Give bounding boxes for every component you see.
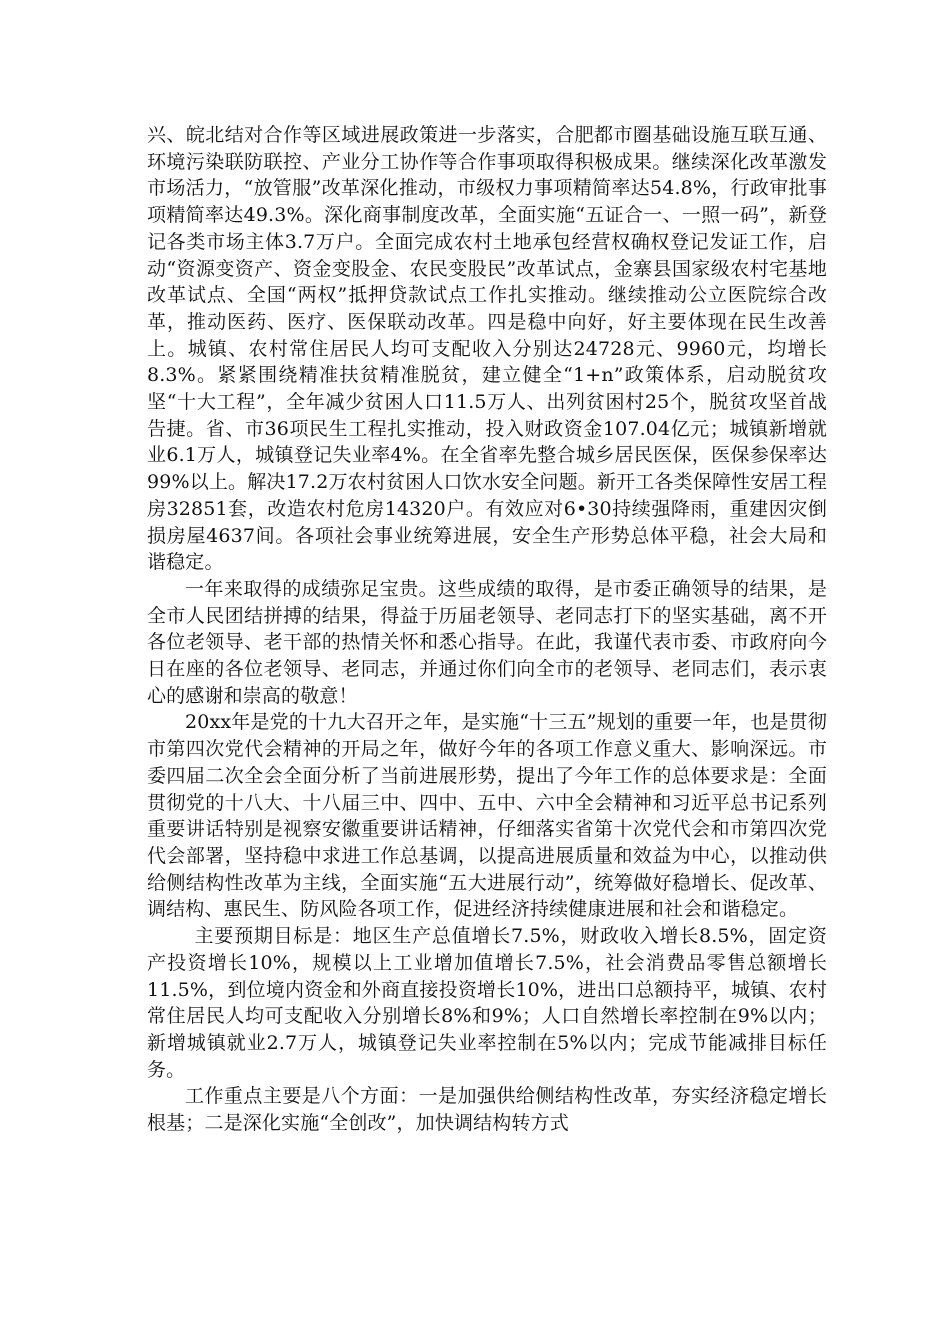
document-body — [147, 122, 827, 1137]
paragraph-annual-requirements: 20xx年是党的十九大召开之年，是实施“十三五”规划的重要一年，也是贯彻市第四次党代会精神的开局之年，做好今年的各项工作意义重大、影响深远。市委四届二次全会全面分析了当前进展形势，提出了今年工作的总体要求是：全面贯彻党的十八大、十八届三中、四中、五中、六中全会精神和习近平总书记系列重要讲话特别是视察安徽重要讲话精神，仔细落实省第十次党代会和市第四次党代会部署，坚持稳中求进工作总基调，以提高进展质量和效益为中心，以推动供给侧结构性改革为主线，全面实施“五大进展行动”，统筹做好稳增长、促改革、调结构、惠民生、防风险各项工作，促进经济持续健康进展和社会和谐稳定。 — [147, 711, 827, 921]
paragraph-work-priorities: 工作重点主要是八个方面：一是加强供给侧结构性改革，夯实经济稳定增长根基；二是深化实施“全创改”，加快调结构转方式 — [147, 1085, 827, 1135]
paragraph-expected-targets: 主要预期目标是：地区生产总值增长7.5%，财政收入增长8.5%，固定资产投资增长10%，规模以上工业增加值增长7.5%，社会消费品零售总额增长11.5%，到位境内资金和外商直接投资增长10%，进出口总额持平，城镇、农村常住居民人均可支配收入分别增长8%和9%；人口自然增长率控制在9%以内；新增城镇就业2.7万人，城镇登记失业率控制在5%以内；完成节能减排目标任务。 — [147, 925, 827, 1081]
paragraph-gratitude: 一年来取得的成绩弥足宝贵。这些成绩的取得，是市委正确领导的结果，是全市人民团结拼搏的结果，得益于历届老领导、老同志打下的坚实基础，离不开各位老领导、老干部的热情关怀和悉心指导。在此，我谨代表市委、市政府向今日在座的各位老领导、老同志，并通过你们向全市的老领导、老同志们，表示衷心的感谢和崇高的敬意！ — [147, 577, 827, 707]
paragraph-reform-results: 兴、皖北结对合作等区域进展政策进一步落实，合肥都市圈基础设施互联互通、环境污染联防联控、产业分工协作等合作事项取得积极成果。继续深化改革激发市场活力，“放管服”改革深化推动，市级权力事项精简率达54.8%，行政审批事项精简率达49.3%。深化商事制度改革，全面实施“五证合一、一照一码”，新登记各类市场主体3.7万户。全面完成农村土地承包经营权确权登记发证工作，启动“资源变资产、资金变股金、农民变股民”改革试点，金寨县国家级农村宅基地改革试点、全国“两权”抵押贷款试点工作扎实推动。继续推动公立医院综合改革，推动医药、医疗、医保联动改革。四是稳中向好，好主要体现在民生改善上。城镇、农村常住居民人均可支配收入分别达24728元、9960元，均增长8.3%。紧紧围绕精准扶贫精准脱贫，建立健全“1+n”政策体系，启动脱贫攻坚“十大工程”，全年减少贫困人口11.5万人、出列贫困村25个，脱贫攻坚首战告捷。省、市36项民生工程扎实推动，投入财政资金107.04亿元；城镇新增就业6.1万人，城镇登记失业率4%。在全省率先整合城乡居民医保，医保参保率达99%以上。解决17.2万农村贫困人口饮水安全问题。新开工各类保障性安居工程房32851套，改造农村危房14320户。有效应对6•30持续强降雨，重建因灾倒损房屋4637间。各项社会事业统筹进展，安全生产形势总体平稳，社会大局和谐稳定。 — [147, 124, 827, 574]
